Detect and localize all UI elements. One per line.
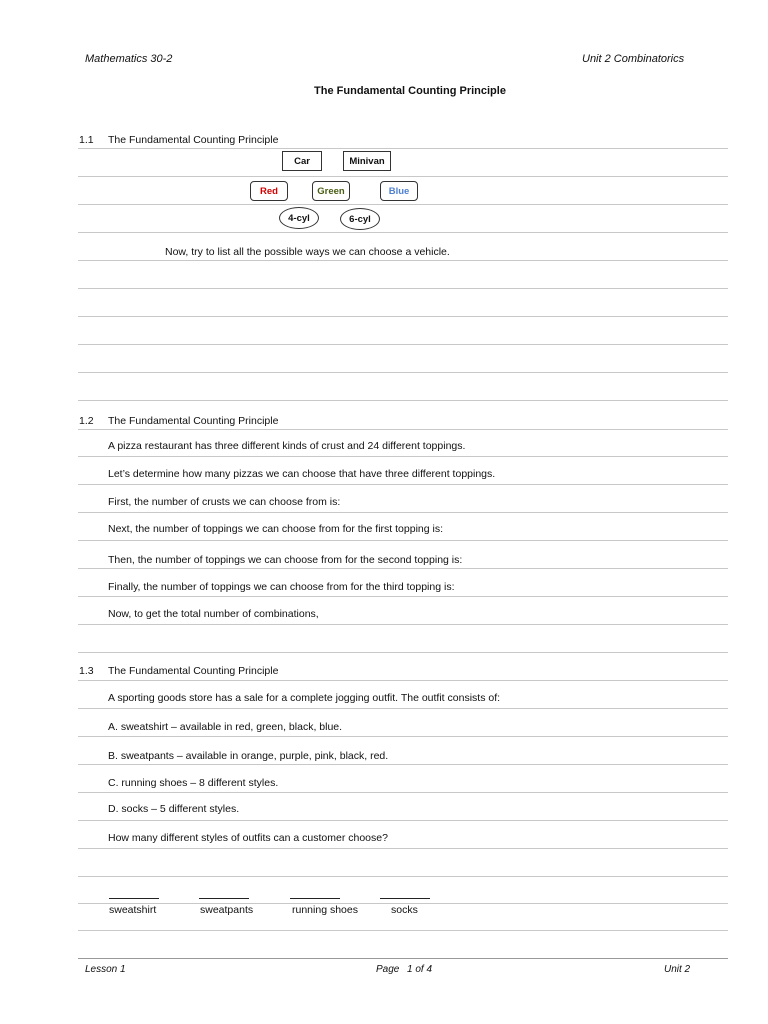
ruled-line xyxy=(78,316,728,317)
outfit-item-c: C. running shoes – 8 different styles. xyxy=(108,777,279,789)
footer-page-label: Page xyxy=(376,964,400,975)
pizza-line-4: Next, the number of toppings we can choose from for the first topping is: xyxy=(108,523,444,535)
header-course: Mathematics 30-2 xyxy=(85,53,173,65)
pizza-line-3: First, the number of crusts we can choose from is: xyxy=(108,496,341,508)
vehicle-minivan-box: Minivan xyxy=(343,151,391,171)
engine-6cyl-oval: 6-cyl xyxy=(340,208,380,230)
outfit-item-a: A. sweatshirt – available in red, green, black, blue. xyxy=(108,721,343,733)
ruled-line xyxy=(78,764,728,765)
answer-blank-socks[interactable] xyxy=(380,898,430,899)
outfit-item-d: D. socks – 5 different styles. xyxy=(108,803,240,815)
ruled-line xyxy=(78,930,728,931)
section-1-prompt: Now, try to list all the possible ways we can choose a vehicle. xyxy=(165,246,450,258)
ruled-line xyxy=(78,232,728,233)
answer-blank-sweatshirt[interactable] xyxy=(109,898,159,899)
ruled-line xyxy=(78,148,728,149)
ruled-line xyxy=(78,680,728,681)
ruled-line xyxy=(78,484,728,485)
ruled-line xyxy=(78,512,728,513)
footer-divider xyxy=(78,958,728,959)
blank-label-sweatshirt: sweatshirt xyxy=(109,904,157,916)
ruled-line xyxy=(78,176,728,177)
pizza-line-1: A pizza restaurant has three different kinds of crust and 24 different toppings. xyxy=(108,440,466,452)
answer-blank-sweatpants[interactable] xyxy=(199,898,249,899)
outfit-question: How many different styles of outfits can a customer choose? xyxy=(108,832,388,844)
ruled-line xyxy=(78,652,728,653)
pizza-line-2: Let’s determine how many pizzas we can choose that have three different toppings. xyxy=(108,468,496,480)
ruled-line xyxy=(78,372,728,373)
footer-page-number: 1 of 4 xyxy=(407,964,433,975)
outfit-item-b: B. sweatpants – available in orange, purple, pink, black, red. xyxy=(108,750,389,762)
ruled-line xyxy=(78,708,728,709)
pizza-line-6: Finally, the number of toppings we can choose from for the third topping is: xyxy=(108,581,455,593)
ruled-line xyxy=(78,456,728,457)
footer-unit: Unit 2 xyxy=(664,964,691,975)
section-3-number: 1.3 xyxy=(79,665,94,677)
page-title: The Fundamental Counting Principle xyxy=(314,85,506,97)
ruled-line xyxy=(78,288,728,289)
ruled-line xyxy=(78,820,728,821)
engine-4cyl-oval: 4-cyl xyxy=(279,207,319,229)
section-2-number: 1.2 xyxy=(79,415,94,427)
ruled-line xyxy=(78,400,728,401)
header-unit: Unit 2 Combinatorics xyxy=(582,53,685,65)
ruled-line xyxy=(78,792,728,793)
blank-label-running-shoes: running shoes xyxy=(292,904,358,916)
section-1-number: 1.1 xyxy=(79,134,94,146)
ruled-line xyxy=(78,260,728,261)
ruled-line xyxy=(78,876,728,877)
ruled-line xyxy=(78,204,728,205)
answer-blank-running-shoes[interactable] xyxy=(290,898,340,899)
blank-label-socks: socks xyxy=(391,904,418,916)
ruled-line xyxy=(78,540,728,541)
ruled-line xyxy=(78,568,728,569)
ruled-line xyxy=(78,344,728,345)
blank-label-sweatpants: sweatpants xyxy=(200,904,254,916)
footer-lesson: Lesson 1 xyxy=(85,964,126,975)
ruled-line xyxy=(78,429,728,430)
ruled-line xyxy=(78,848,728,849)
section-3-heading: The Fundamental Counting Principle xyxy=(108,665,279,677)
color-red-box: Red xyxy=(250,181,288,201)
ruled-line xyxy=(78,624,728,625)
pizza-line-5: Then, the number of toppings we can choose from for the second topping is: xyxy=(108,554,463,566)
section-2-heading: The Fundamental Counting Principle xyxy=(108,415,279,427)
color-green-box: Green xyxy=(312,181,350,201)
section-1-heading: The Fundamental Counting Principle xyxy=(108,134,279,146)
pizza-line-7: Now, to get the total number of combinations, xyxy=(108,608,319,620)
ruled-line xyxy=(78,596,728,597)
color-blue-box: Blue xyxy=(380,181,418,201)
vehicle-car-box: Car xyxy=(282,151,322,171)
outfit-intro: A sporting goods store has a sale for a complete jogging outfit. The outfit consists of: xyxy=(108,692,501,704)
ruled-line xyxy=(78,736,728,737)
